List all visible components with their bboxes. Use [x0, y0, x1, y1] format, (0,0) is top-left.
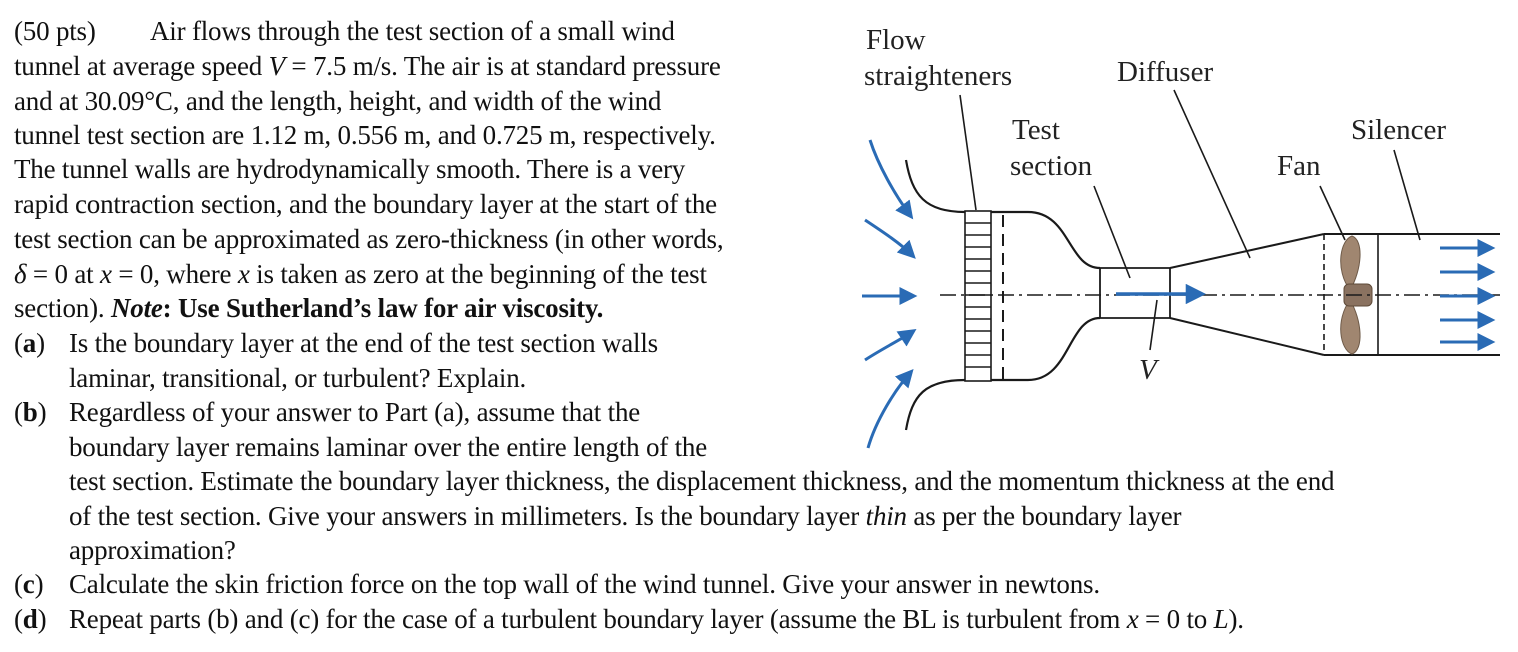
part-b-label: (b): [14, 397, 47, 427]
label-straighteners: straighteners: [864, 60, 1013, 92]
part-a-line-2: laminar, transitional, or turbulent? Explain.: [69, 363, 527, 393]
part-b-line-2: boundary layer remains laminar over the entire length of the: [69, 432, 708, 462]
contraction-lower-wall: [991, 318, 1100, 380]
statement-line-1: Air flows through the test section of a small wind: [150, 16, 675, 46]
flow-straightener: [965, 211, 991, 381]
statement-line-4: tunnel test section are 1.12 m, 0.556 m, and 0.725 m, respectively.: [14, 120, 716, 150]
part-c-label: (c): [14, 569, 44, 599]
diffuser-lower-wall: [1170, 318, 1324, 355]
label-velocity: V: [1139, 354, 1157, 386]
statement-line-5: The tunnel walls are hydrodynamically smooth. There is a very: [14, 154, 686, 184]
part-d-line-1: Repeat parts (b) and (c) for the case of a turbulent boundary layer (assume the BL is turbulent from x = 0 to L).: [69, 604, 1244, 634]
part-b-line-4: of the test section. Give your answers in millimeters. Is the boundary layer thin as per the boundary layer: [69, 501, 1182, 531]
points-label: (50 pts): [14, 16, 96, 46]
part-d-label: (d): [14, 604, 47, 634]
note-label: Note: [110, 293, 163, 323]
wind-tunnel-diagram: [840, 0, 1518, 470]
statement-line-6: rapid contraction section, and the boundary layer at the start of the: [14, 189, 717, 219]
statement-line-8: δ = 0 at x = 0, where x is taken as zero at the beginning of the test: [14, 259, 707, 289]
part-b-line-3: test section. Estimate the boundary layer thickness, the displacement thickness, and the momentum thickness at the end: [69, 466, 1335, 496]
part-a-line-1: Is the boundary layer at the end of the test section walls: [69, 328, 658, 358]
label-flow: Flow: [866, 24, 926, 56]
label-section: section: [1010, 150, 1093, 182]
inlet-lower-wall: [906, 380, 965, 430]
label-test: Test: [1012, 114, 1060, 146]
velocity-symbol: V: [268, 51, 285, 81]
statement-line-3: and at 30.09°C, and the length, height, and width of the wind: [14, 86, 662, 116]
label-fan: Fan: [1277, 150, 1321, 182]
part-c-line-1: Calculate the skin friction force on the top wall of the wind tunnel. Give your answer in newtons.: [69, 569, 1100, 599]
inlet-upper-wall: [906, 160, 965, 212]
statement-line-2: tunnel at average speed V = 7.5 m/s. The air is at standard pressure: [14, 51, 721, 81]
part-b-line-1: Regardless of your answer to Part (a), assume that the: [69, 397, 641, 427]
contraction-upper-wall: [991, 212, 1100, 268]
exit-flow-arrows: [1440, 248, 1490, 342]
part-a-label: (a): [14, 328, 45, 358]
statement-line-7: test section can be approximated as zero-thickness (in other words,: [14, 224, 724, 254]
statement-line-9: section). Note: Use Sutherland’s law for air viscosity.: [14, 293, 604, 323]
inlet-flow-arrows: [862, 140, 912, 448]
label-silencer: Silencer: [1351, 114, 1447, 146]
part-b-line-5: approximation?: [69, 535, 236, 565]
label-diffuser: Diffuser: [1117, 56, 1214, 88]
